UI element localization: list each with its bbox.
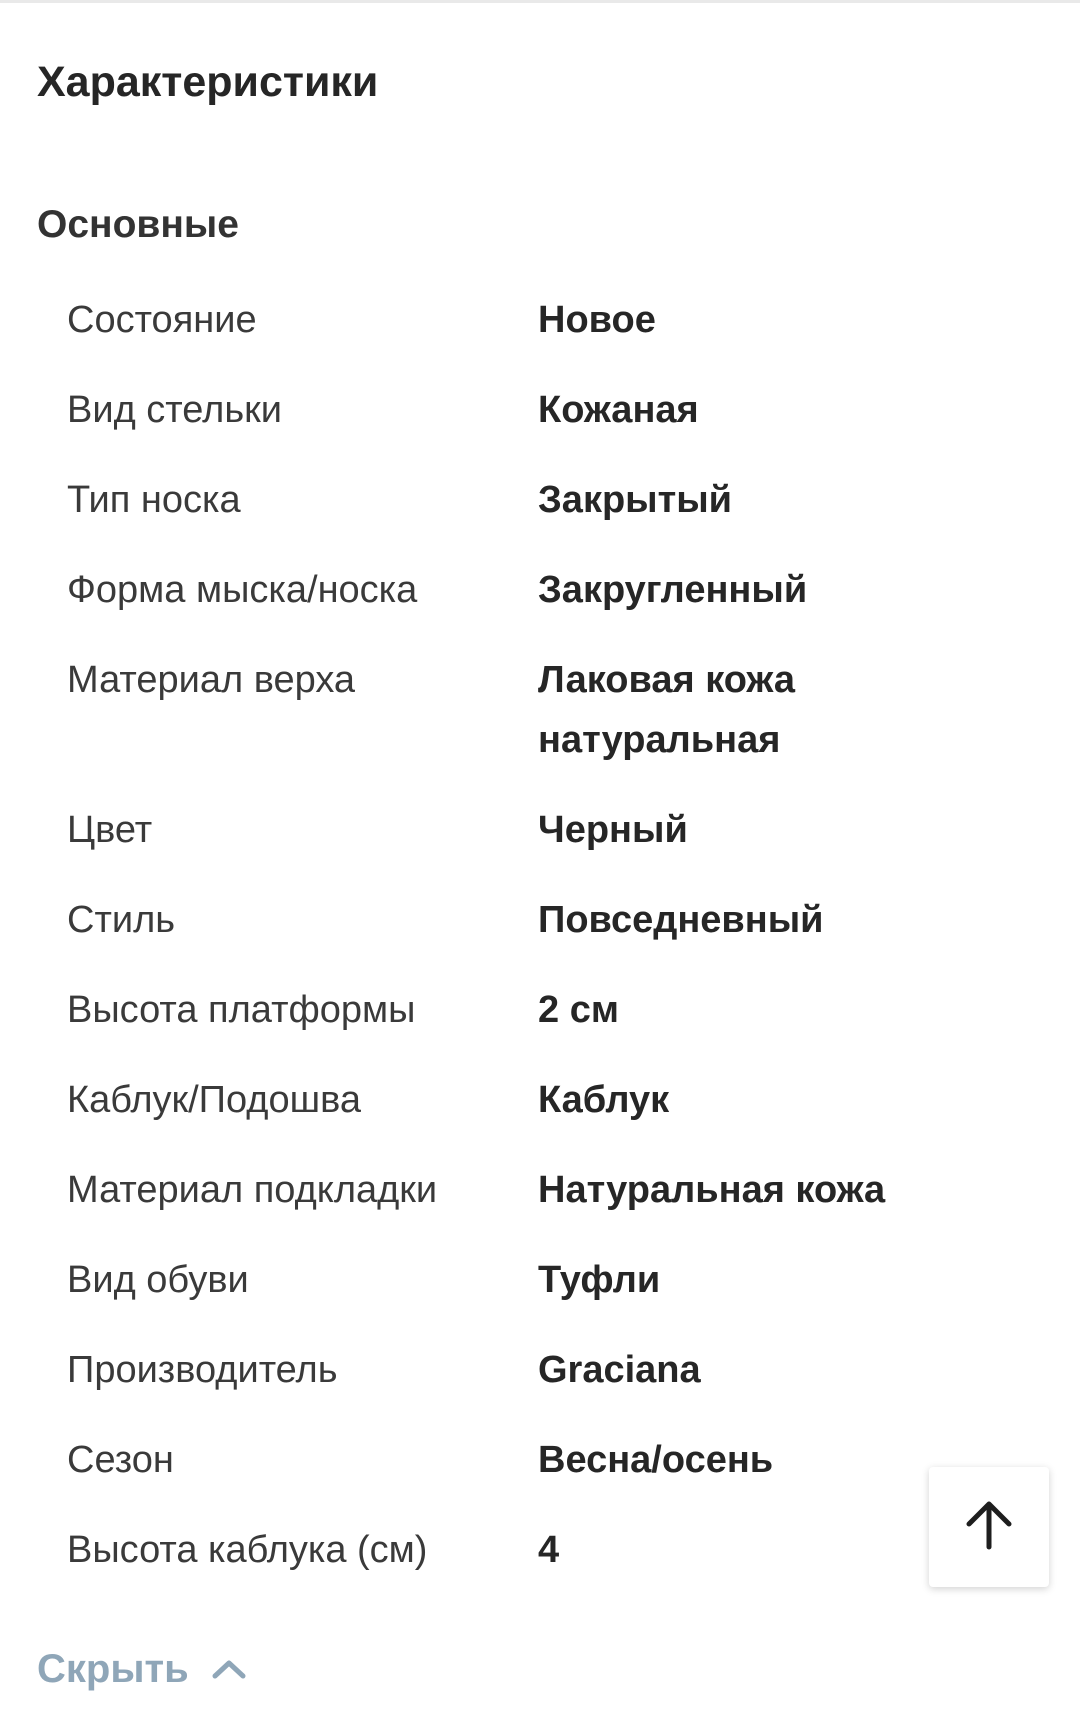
spec-label: Каблук/Подошва (67, 1079, 361, 1121)
spec-row (67, 1520, 967, 1610)
spec-row (67, 1250, 967, 1340)
spec-value: 4 (538, 1529, 560, 1571)
section-title: Основные (37, 203, 239, 246)
spec-label: Вид стельки (67, 389, 282, 431)
spec-value: Закрытый (538, 479, 733, 521)
spec-label: Высота платформы (67, 989, 416, 1031)
spec-row (67, 1340, 967, 1430)
spec-value: Черный (538, 809, 688, 851)
spec-row (67, 1160, 967, 1250)
spec-label: Материал верха (67, 659, 356, 701)
spec-label: Тип носка (67, 479, 241, 521)
spec-label: Состояние (67, 299, 257, 341)
spec-label: Сезон (67, 1439, 174, 1481)
spec-label: Цвет (67, 809, 153, 851)
spec-label: Форма мыска/носка (67, 569, 418, 611)
spec-value: Весна/осень (538, 1439, 774, 1481)
spec-row (67, 470, 967, 560)
spec-label: Материал подкладки (67, 1169, 438, 1211)
spec-label: Вид обуви (67, 1259, 249, 1301)
spec-row (67, 290, 967, 380)
spec-label: Производитель (67, 1349, 338, 1391)
spec-row (67, 1070, 967, 1160)
spec-value: Лаковая кожа натуральная (538, 659, 795, 761)
spec-row (67, 560, 967, 650)
spec-value: Кожаная (538, 389, 699, 431)
spec-row (67, 650, 967, 800)
spec-value: 2 см (538, 989, 619, 1031)
spec-label: Высота каблука (см) (67, 1529, 428, 1571)
spec-value: Закругленный (538, 569, 808, 611)
spec-row (67, 800, 967, 890)
page-title: Характеристики (37, 58, 379, 106)
spec-row (67, 890, 967, 980)
spec-value: Натуральная кожа (538, 1169, 886, 1211)
hide-toggle-button[interactable] (37, 1640, 247, 1698)
spec-row (67, 380, 967, 470)
spec-row (67, 1430, 967, 1520)
chevron-up-icon (211, 1658, 247, 1680)
spec-value: Каблук (538, 1079, 670, 1121)
hide-toggle-label: Скрыть (37, 1647, 189, 1691)
spec-value: Новое (538, 299, 656, 341)
spec-value: Graciana (538, 1349, 701, 1391)
spec-value: Туфли (538, 1259, 661, 1301)
specs-table (67, 290, 967, 1610)
spec-value: Повседневный (538, 899, 824, 941)
spec-row (67, 980, 967, 1070)
spec-label: Стиль (67, 899, 176, 941)
arrow-up-icon (961, 1497, 1017, 1558)
top-divider (0, 0, 1080, 3)
scroll-to-top-button[interactable] (929, 1467, 1049, 1587)
